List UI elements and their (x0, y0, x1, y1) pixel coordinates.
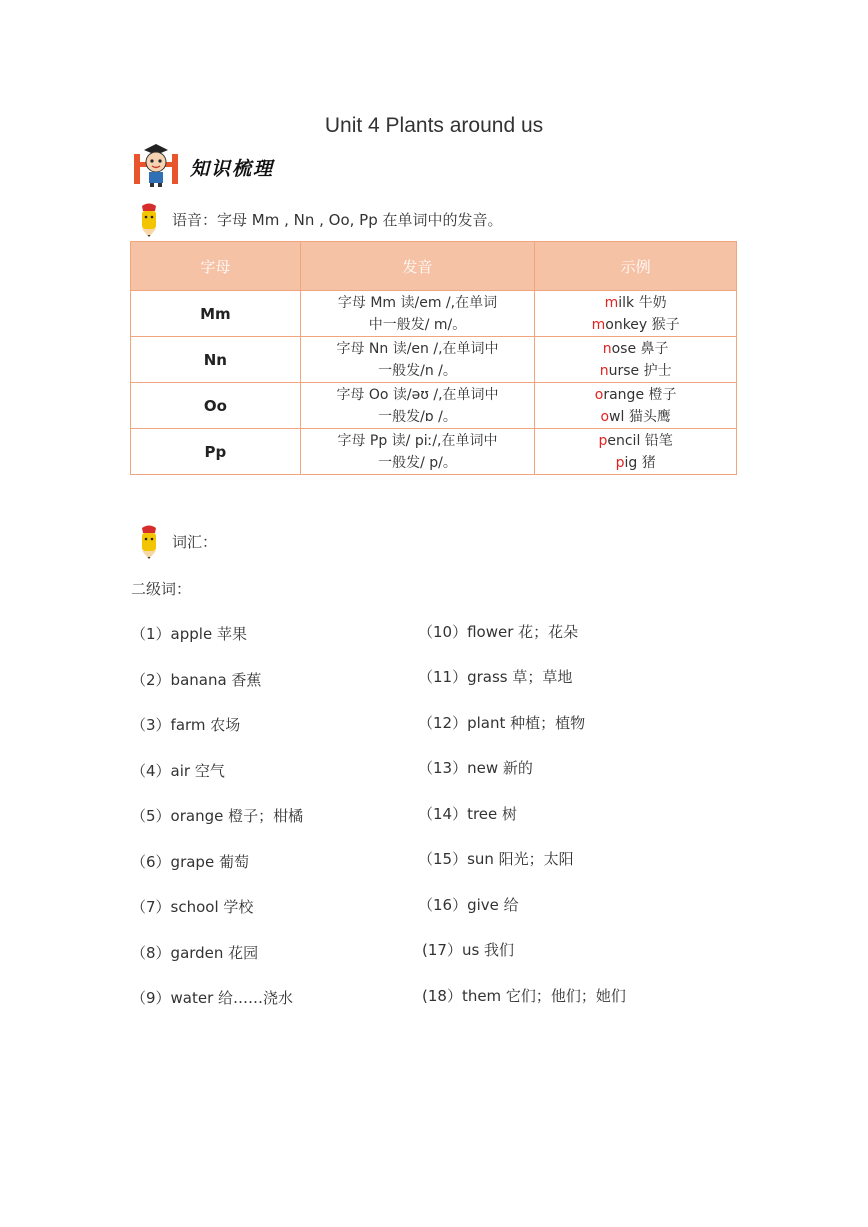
example-cell (535, 383, 737, 429)
vocab-item: （1）apple 苹果 (131, 625, 247, 643)
vocab-item: （4）air 空气 (131, 762, 225, 780)
example-cell (535, 337, 737, 383)
pencil-mascot-icon (136, 202, 162, 238)
pronunciation-line: 一般发/ɒ /。 (378, 408, 457, 425)
example-word: ose 鼻子 (611, 340, 669, 357)
highlight-letter: o (600, 408, 610, 425)
vocab-item: （3）farm 农场 (131, 716, 241, 734)
pronunciation-cell (300, 337, 535, 383)
banner-label: 知识梳理 (190, 158, 275, 180)
vocab-item: (18）them 它们；他们；她们 (422, 987, 626, 1005)
example-word: onkey 猴子 (605, 316, 680, 333)
example-cell (535, 429, 737, 475)
pronunciation-line: 字母 Oo 读/əʊ /,在单词中 (336, 386, 499, 403)
phonics-heading-text: 语音：字母 Mm , Nn , Oo, Pp 在单词中的发音。 (172, 211, 503, 229)
pencil-mascot-icon (136, 524, 162, 560)
vocab-item: （13）new 新的 (418, 759, 533, 777)
letter-cell: Mm (131, 291, 301, 337)
highlight-letter: o (594, 386, 604, 403)
column-header-example: 示例 (535, 242, 737, 291)
vocab-item: （14）tree 树 (418, 805, 518, 823)
vocab-item: （7）school 学校 (131, 898, 254, 916)
column-header-pronunciation: 发音 (300, 242, 535, 291)
vocab-heading-text: 词汇： (172, 533, 218, 551)
highlight-letter: p (615, 454, 625, 471)
highlight-letter: n (602, 340, 612, 357)
letter-cell: Oo (131, 383, 301, 429)
vocab-item: （12）plant 种植；植物 (418, 714, 586, 732)
vocab-item: （6）grape 葡萄 (131, 853, 249, 871)
highlight-letter: p (598, 432, 608, 449)
vocab-item: （8）garden 花园 (131, 944, 259, 962)
cartoon-character-icon (132, 142, 188, 188)
highlight-letter: m (604, 294, 619, 311)
highlight-letter: m (591, 316, 606, 333)
example-word: wl 猫头鹰 (609, 408, 671, 425)
vocab-item: （9）water 给……浇水 (131, 989, 294, 1007)
table-row (131, 337, 737, 383)
pronunciation-cell (300, 429, 535, 475)
vocab-item: （5）orange 橙子；柑橘 (131, 807, 304, 825)
letter-cell: Nn (131, 337, 301, 383)
pronunciation-cell (300, 291, 535, 337)
example-word: ig 猪 (624, 454, 656, 471)
phonics-table (130, 241, 737, 475)
pronunciation-line: 一般发/n /。 (378, 362, 457, 379)
pronunciation-line: 字母 Pp 读/ piː/,在单词中 (337, 432, 498, 449)
table-row (131, 291, 737, 337)
table-row (131, 429, 737, 475)
vocab-subheading: 二级词： (131, 580, 192, 598)
page-title: Unit 4 Plants around us (324, 114, 544, 137)
vocab-item: （2）banana 香蕉 (131, 671, 262, 689)
vocab-item: （16）give 给 (418, 896, 519, 914)
example-word: encil 铅笔 (607, 432, 673, 449)
vocab-item: （11）grass 草；草地 (418, 668, 573, 686)
vocab-item: (17）us 我们 (422, 941, 515, 959)
example-word: urse 护士 (608, 362, 672, 379)
letter-cell: Pp (131, 429, 301, 475)
pronunciation-line: 中一般发/ m/。 (368, 316, 467, 333)
example-word: range 橙子 (603, 386, 677, 403)
pronunciation-line: 字母 Mm 读/em /,在单词 (337, 294, 498, 311)
example-word: ilk 牛奶 (618, 294, 667, 311)
vocab-item: （10）flower 花；花朵 (418, 623, 579, 641)
highlight-letter: n (599, 362, 609, 379)
pronunciation-line: 字母 Nn 读/en /,在单词中 (336, 340, 499, 357)
example-cell (535, 291, 737, 337)
table-row (131, 383, 737, 429)
pronunciation-line: 一般发/ p/。 (378, 454, 457, 471)
table-header-row (131, 242, 737, 291)
column-header-letter: 字母 (131, 242, 301, 291)
pronunciation-cell (300, 383, 535, 429)
vocab-item: （15）sun 阳光；太阳 (418, 850, 574, 868)
